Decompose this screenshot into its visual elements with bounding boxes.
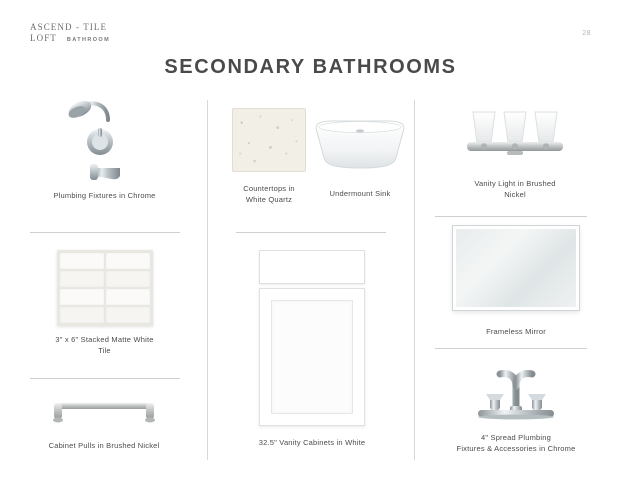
item-tile xyxy=(22,250,187,357)
caption-cabinet-pulls: Cabinet Pulls in Brushed Nickel xyxy=(48,441,160,450)
rule-col1-b xyxy=(30,378,180,379)
cabinet-pull-icon xyxy=(44,390,164,430)
item-undermount-sink xyxy=(310,118,410,199)
tile-panel-icon xyxy=(57,250,153,326)
cabinet-drawer-front xyxy=(259,250,365,284)
undermount-sink-icon xyxy=(310,118,410,174)
tile-unit xyxy=(60,289,104,305)
caption-spread-plumbing: 4" Spread Plumbing Fixtures & Accessories in Chrome xyxy=(456,433,576,454)
brand-logo xyxy=(30,22,110,45)
widespread-faucet-icon xyxy=(421,360,611,422)
item-plumbing-fixtures xyxy=(22,90,187,201)
column-divider-right xyxy=(414,100,415,460)
item-vanity-light xyxy=(425,104,605,201)
cabinet-door-front xyxy=(259,288,365,426)
vanity-light-icon xyxy=(425,104,605,166)
tile-unit xyxy=(60,271,104,287)
caption-vanity-cabinets: 32.5" Vanity Cabinets in White xyxy=(258,438,366,447)
item-frameless-mirror xyxy=(426,226,606,337)
caption-frameless-mirror: Frameless Mirror xyxy=(486,327,546,336)
rule-col3-a xyxy=(435,216,587,217)
caption-vanity-light: Vanity Light in Brushed Nickel xyxy=(474,179,556,200)
page-title: SECONDARY BATHROOMS xyxy=(164,56,457,78)
frameless-mirror-icon xyxy=(453,226,579,310)
rule-col3-b xyxy=(435,348,587,349)
tile-unit xyxy=(106,253,150,269)
vanity-cabinet-icon xyxy=(259,250,365,426)
brand-subtitle: BATHROOM xyxy=(66,37,111,44)
quartz-swatch-icon xyxy=(232,108,306,172)
cabinet-door-panel xyxy=(271,300,353,414)
caption-undermount-sink: Undermount Sink xyxy=(329,189,391,198)
caption-plumbing-fixtures: Plumbing Fixtures in Chrome xyxy=(53,191,156,200)
brand-line-1: ASCEND - TILE xyxy=(30,22,108,32)
tile-unit xyxy=(60,307,104,323)
shower-tub-fixture-icon xyxy=(22,90,187,190)
caption-tile: 3" x 6" Stacked Matte White Tile xyxy=(55,335,154,356)
caption-countertops: Countertops in White Quartz xyxy=(243,184,295,205)
item-vanity-cabinets xyxy=(222,250,402,448)
tile-unit xyxy=(106,307,150,323)
tile-unit xyxy=(106,271,150,287)
column-divider-left xyxy=(207,100,208,460)
tile-unit xyxy=(60,253,104,269)
item-cabinet-pulls xyxy=(14,390,194,451)
item-spread-plumbing xyxy=(421,360,611,455)
page-number: 28 xyxy=(582,30,591,37)
brand-line-2: LOFT xyxy=(30,33,57,44)
rule-col2-a xyxy=(236,232,386,233)
tile-unit xyxy=(106,289,150,305)
rule-col1-a xyxy=(30,232,180,233)
item-countertops xyxy=(215,108,323,206)
